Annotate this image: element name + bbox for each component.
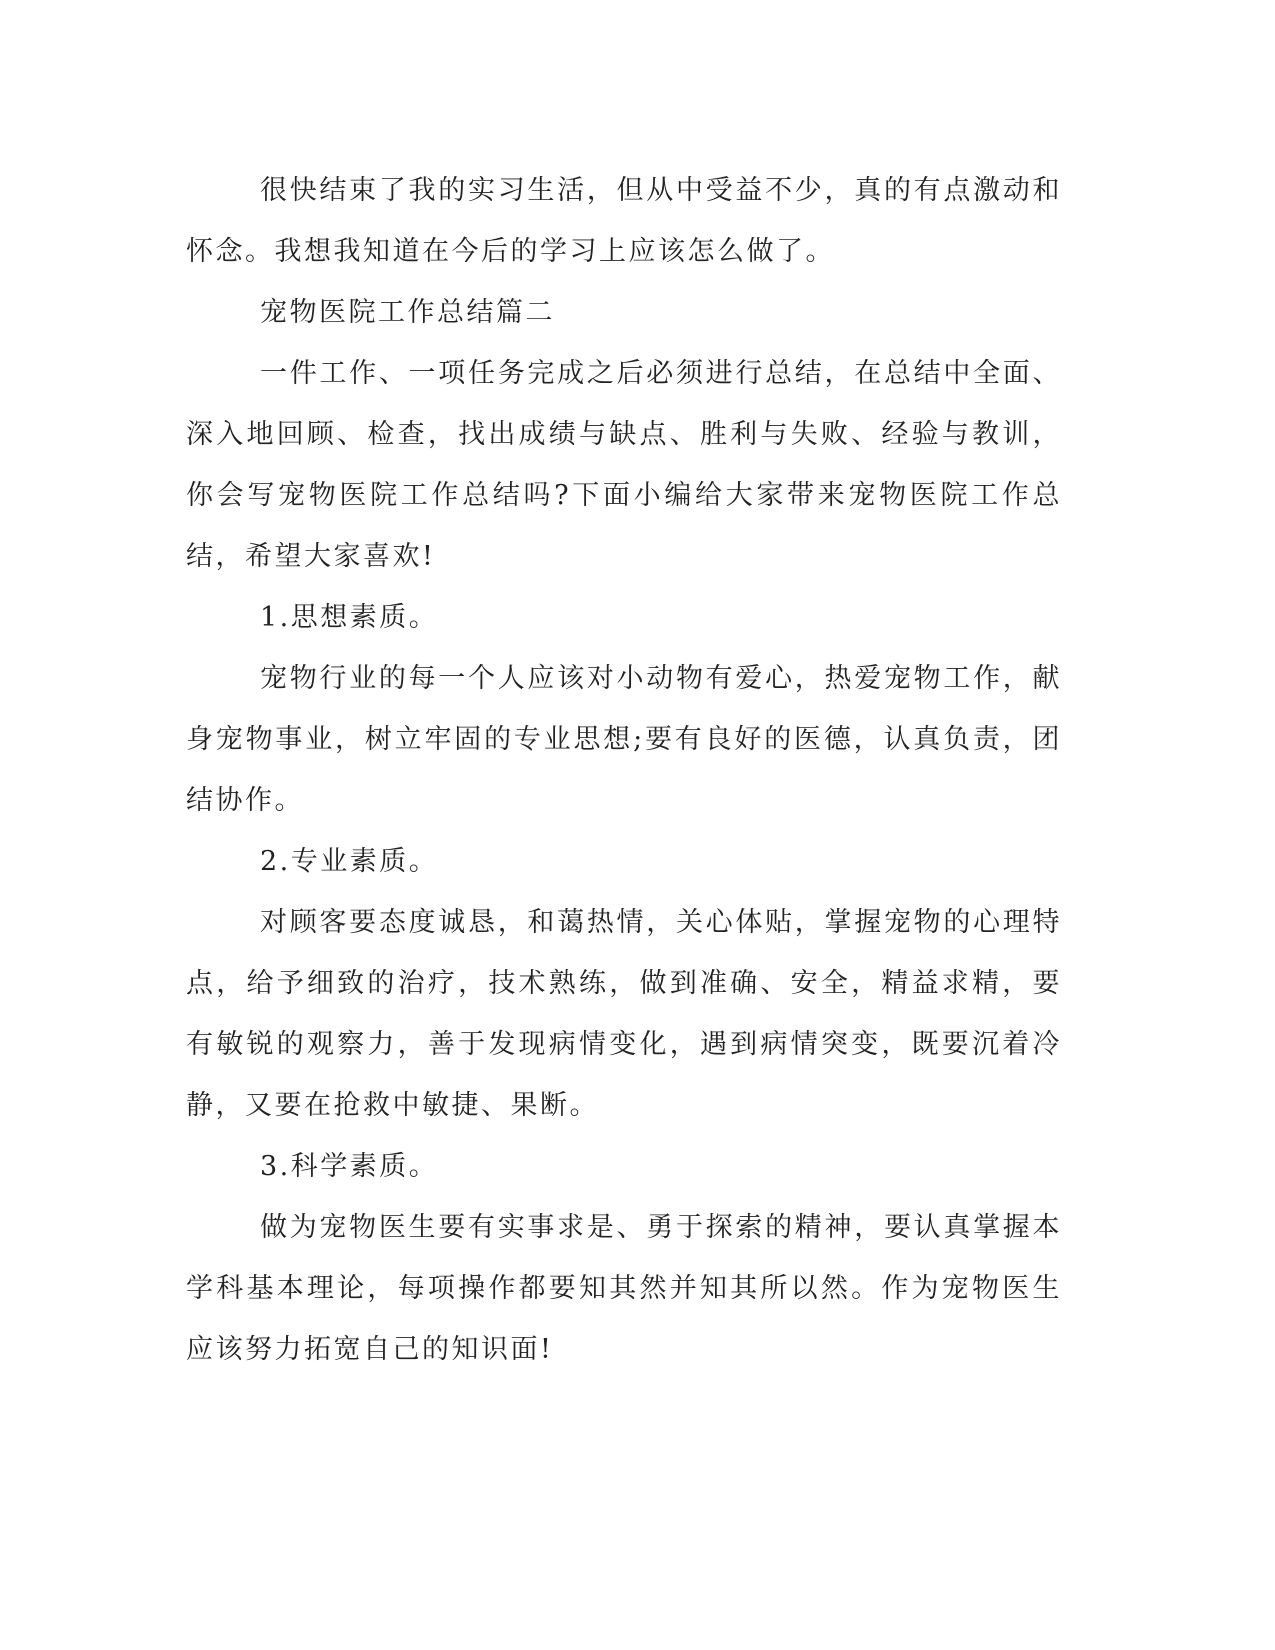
paragraph-ideological-quality: 宠物行业的每一个人应该对小动物有爱心，热爱宠物工作，献身宠物事业，树立牢固的专业思想;要有良好的医德，认真负责，团结协作。: [186, 663, 1062, 816]
paragraph-professional-quality: 对顾客要态度诚恳，和蔼热情，关心体贴，掌握宠物的心理特点，给予细致的治疗，技术熟练，做到准确、安全，精益求精，要有敏锐的观察力，善于发现病情变化，遇到病情突变，既要沉着冷静，又要在抢救中敏捷、果断。: [186, 907, 1062, 1121]
paragraph-internship-ending: 很快结束了我的实习生活，但从中受益不少，真的有点激动和怀念。我想我知道在今后的学习上应该怎么做了。: [186, 175, 1062, 267]
heading-ideological-quality: 1.思想素质。: [260, 602, 439, 633]
heading-scientific-quality: 3.科学素质。: [260, 1151, 439, 1182]
section-title: 宠物医院工作总结篇二: [260, 297, 555, 328]
heading-professional-quality: 2.专业素质。: [260, 846, 439, 877]
document-body: [186, 160, 1062, 1380]
paragraph-introduction: 一件工作、一项任务完成之后必须进行总结，在总结中全面、深入地回顾、检查，找出成绩与缺点、胜利与失败、经验与教训，你会写宠物医院工作总结吗?下面小编给大家带来宠物医院工作总结，希望大家喜欢!: [186, 358, 1062, 572]
paragraph-scientific-quality: 做为宠物医生要有实事求是、勇于探索的精神，要认真掌握本学科基本理论，每项操作都要知其然并知其所以然。作为宠物医生应该努力拓宽自己的知识面!: [186, 1212, 1062, 1365]
